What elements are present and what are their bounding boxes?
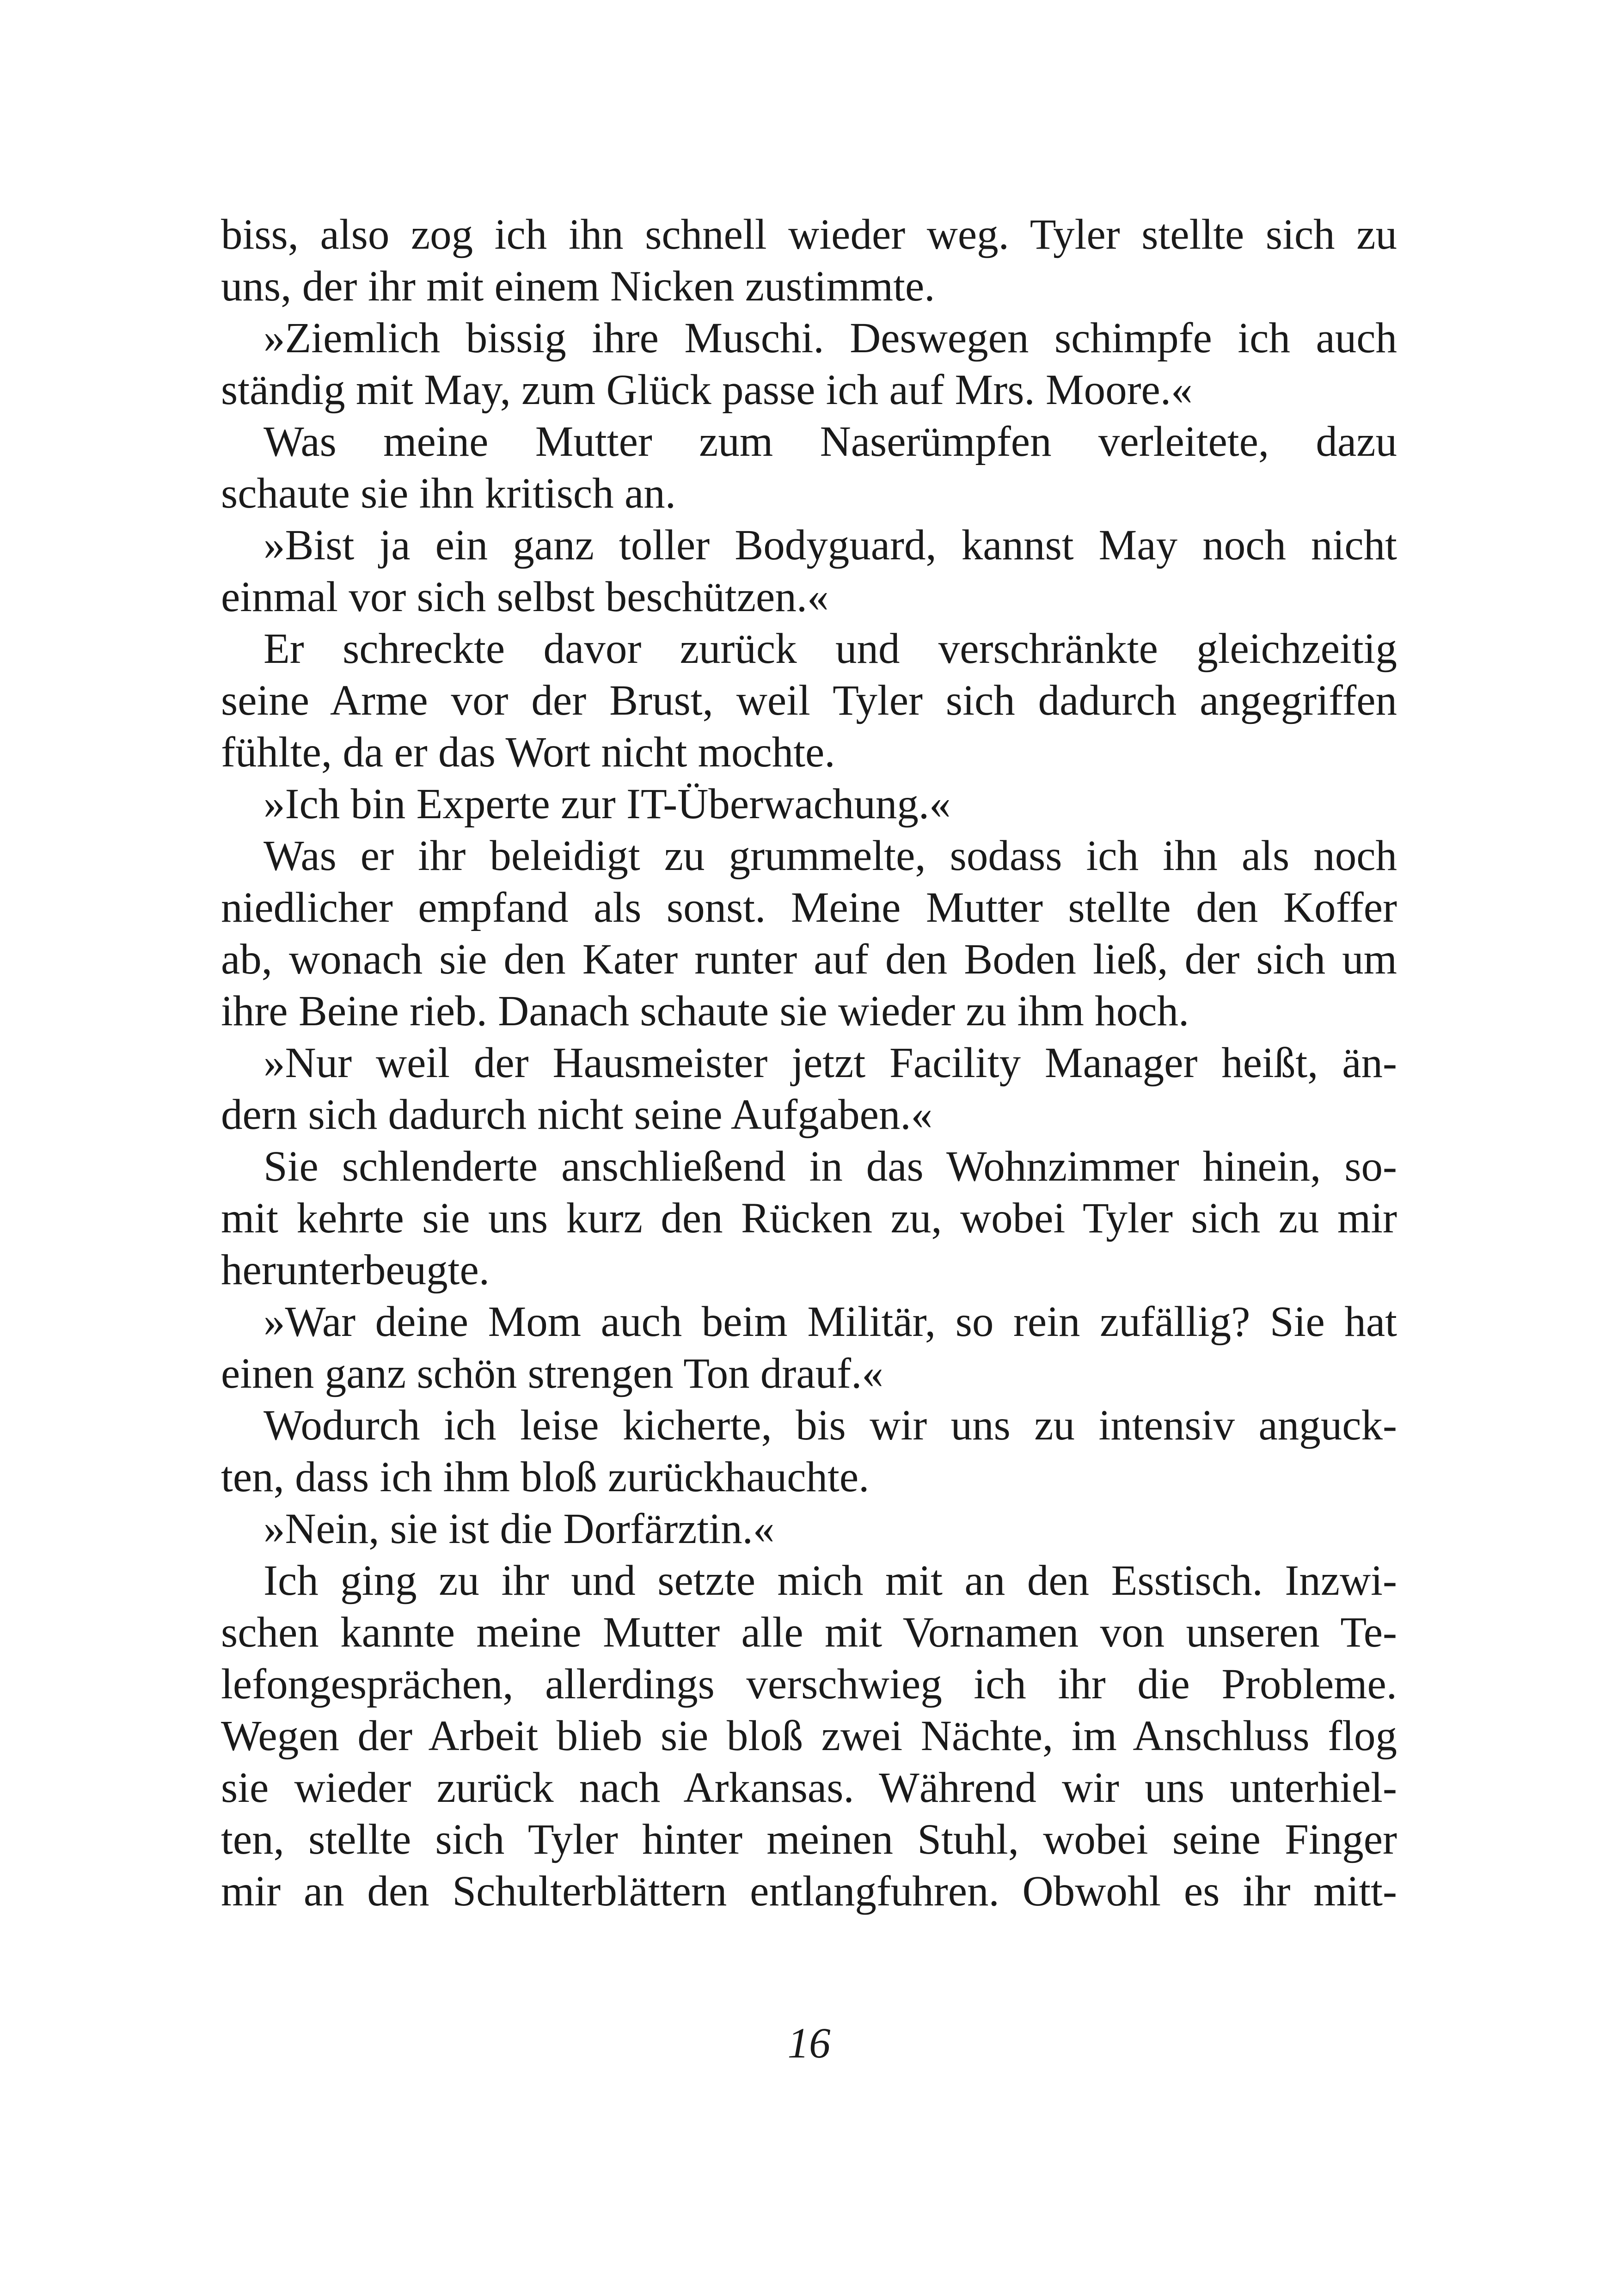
text-line: schaute sie ihn kritisch an. <box>221 470 676 517</box>
text-line: dern sich dadurch nicht seine Aufgaben.« <box>221 1091 933 1139</box>
text-line: »War deine Mom auch beim Militär, so rein zufällig? Sie hat <box>264 1298 1397 1346</box>
text-line: Was meine Mutter zum Naserümpfen verleitete, dazu <box>264 418 1397 465</box>
text-line: schen kannte meine Mutter alle mit Vornamen von unseren Te- <box>221 1609 1397 1656</box>
text-line: mir an den Schulterblättern entlangfuhren. Obwohl es ihr mitt- <box>221 1867 1397 1915</box>
text-line: niedlicher empfand als sonst. Meine Mutter stellte den Koffer <box>221 884 1397 931</box>
text-line: »Nur weil der Hausmeister jetzt Facility Manager heißt, än- <box>264 1039 1397 1087</box>
text-line: fühlte, da er das Wort nicht mochte. <box>221 729 835 776</box>
text-line: einen ganz schön strengen Ton drauf.« <box>221 1350 883 1397</box>
page-number: 16 <box>787 2020 831 2067</box>
text-line: ten, dass ich ihm bloß zurückhauchte. <box>221 1453 870 1501</box>
text-line: ab, wonach sie den Kater runter auf den Boden ließ, der sich um <box>221 936 1397 983</box>
text-line: »Ich bin Experte zur IT-Überwachung.« <box>264 780 951 828</box>
text-line: »Bist ja ein ganz toller Bodyguard, kannst May noch nicht <box>264 521 1397 569</box>
text-line: Was er ihr beleidigt zu grummelte, sodass ich ihn als noch <box>264 832 1397 880</box>
text-line: biss, also zog ich ihn schnell wieder weg. Tyler stellte sich zu <box>221 211 1397 258</box>
text-line: »Nein, sie ist die Dorfärztin.« <box>264 1505 775 1553</box>
text-line: uns, der ihr mit einem Nicken zustimmte. <box>221 263 935 310</box>
text-line: Ich ging zu ihr und setzte mich mit an den Esstisch. Inzwi- <box>264 1557 1397 1604</box>
text-line: Wegen der Arbeit blieb sie bloß zwei Nächte, im Anschluss flog <box>221 1712 1397 1760</box>
text-line: lefongesprächen, allerdings verschwieg ich ihr die Probleme. <box>221 1660 1397 1708</box>
text-line: Wodurch ich leise kicherte, bis wir uns zu intensiv anguck- <box>264 1402 1397 1449</box>
text-line: einmal vor sich selbst beschützen.« <box>221 573 829 621</box>
body-text <box>221 209 1397 1917</box>
text-line: Er schreckte davor zurück und verschränkte gleichzeitig <box>264 625 1397 673</box>
text-line: ten, stellte sich Tyler hinter meinen Stuhl, wobei seine Finger <box>221 1816 1397 1863</box>
text-line: herunterbeugte. <box>221 1246 490 1294</box>
text-line: ständig mit May, zum Glück passe ich auf Mrs. Moore.« <box>221 366 1193 414</box>
text-line: ihre Beine rieb. Danach schaute sie wieder zu ihm hoch. <box>221 987 1189 1035</box>
text-line: seine Arme vor der Brust, weil Tyler sich dadurch angegriffen <box>221 677 1397 724</box>
text-line: sie wieder zurück nach Arkansas. Während wir uns unterhiel- <box>221 1764 1397 1812</box>
text-line: »Ziemlich bissig ihre Muschi. Deswegen schimpfe ich auch <box>264 314 1397 362</box>
text-line: Sie schlenderte anschließend in das Wohnzimmer hinein, so- <box>264 1143 1397 1190</box>
text-line: mit kehrte sie uns kurz den Rücken zu, wobei Tyler sich zu mir <box>221 1194 1397 1242</box>
